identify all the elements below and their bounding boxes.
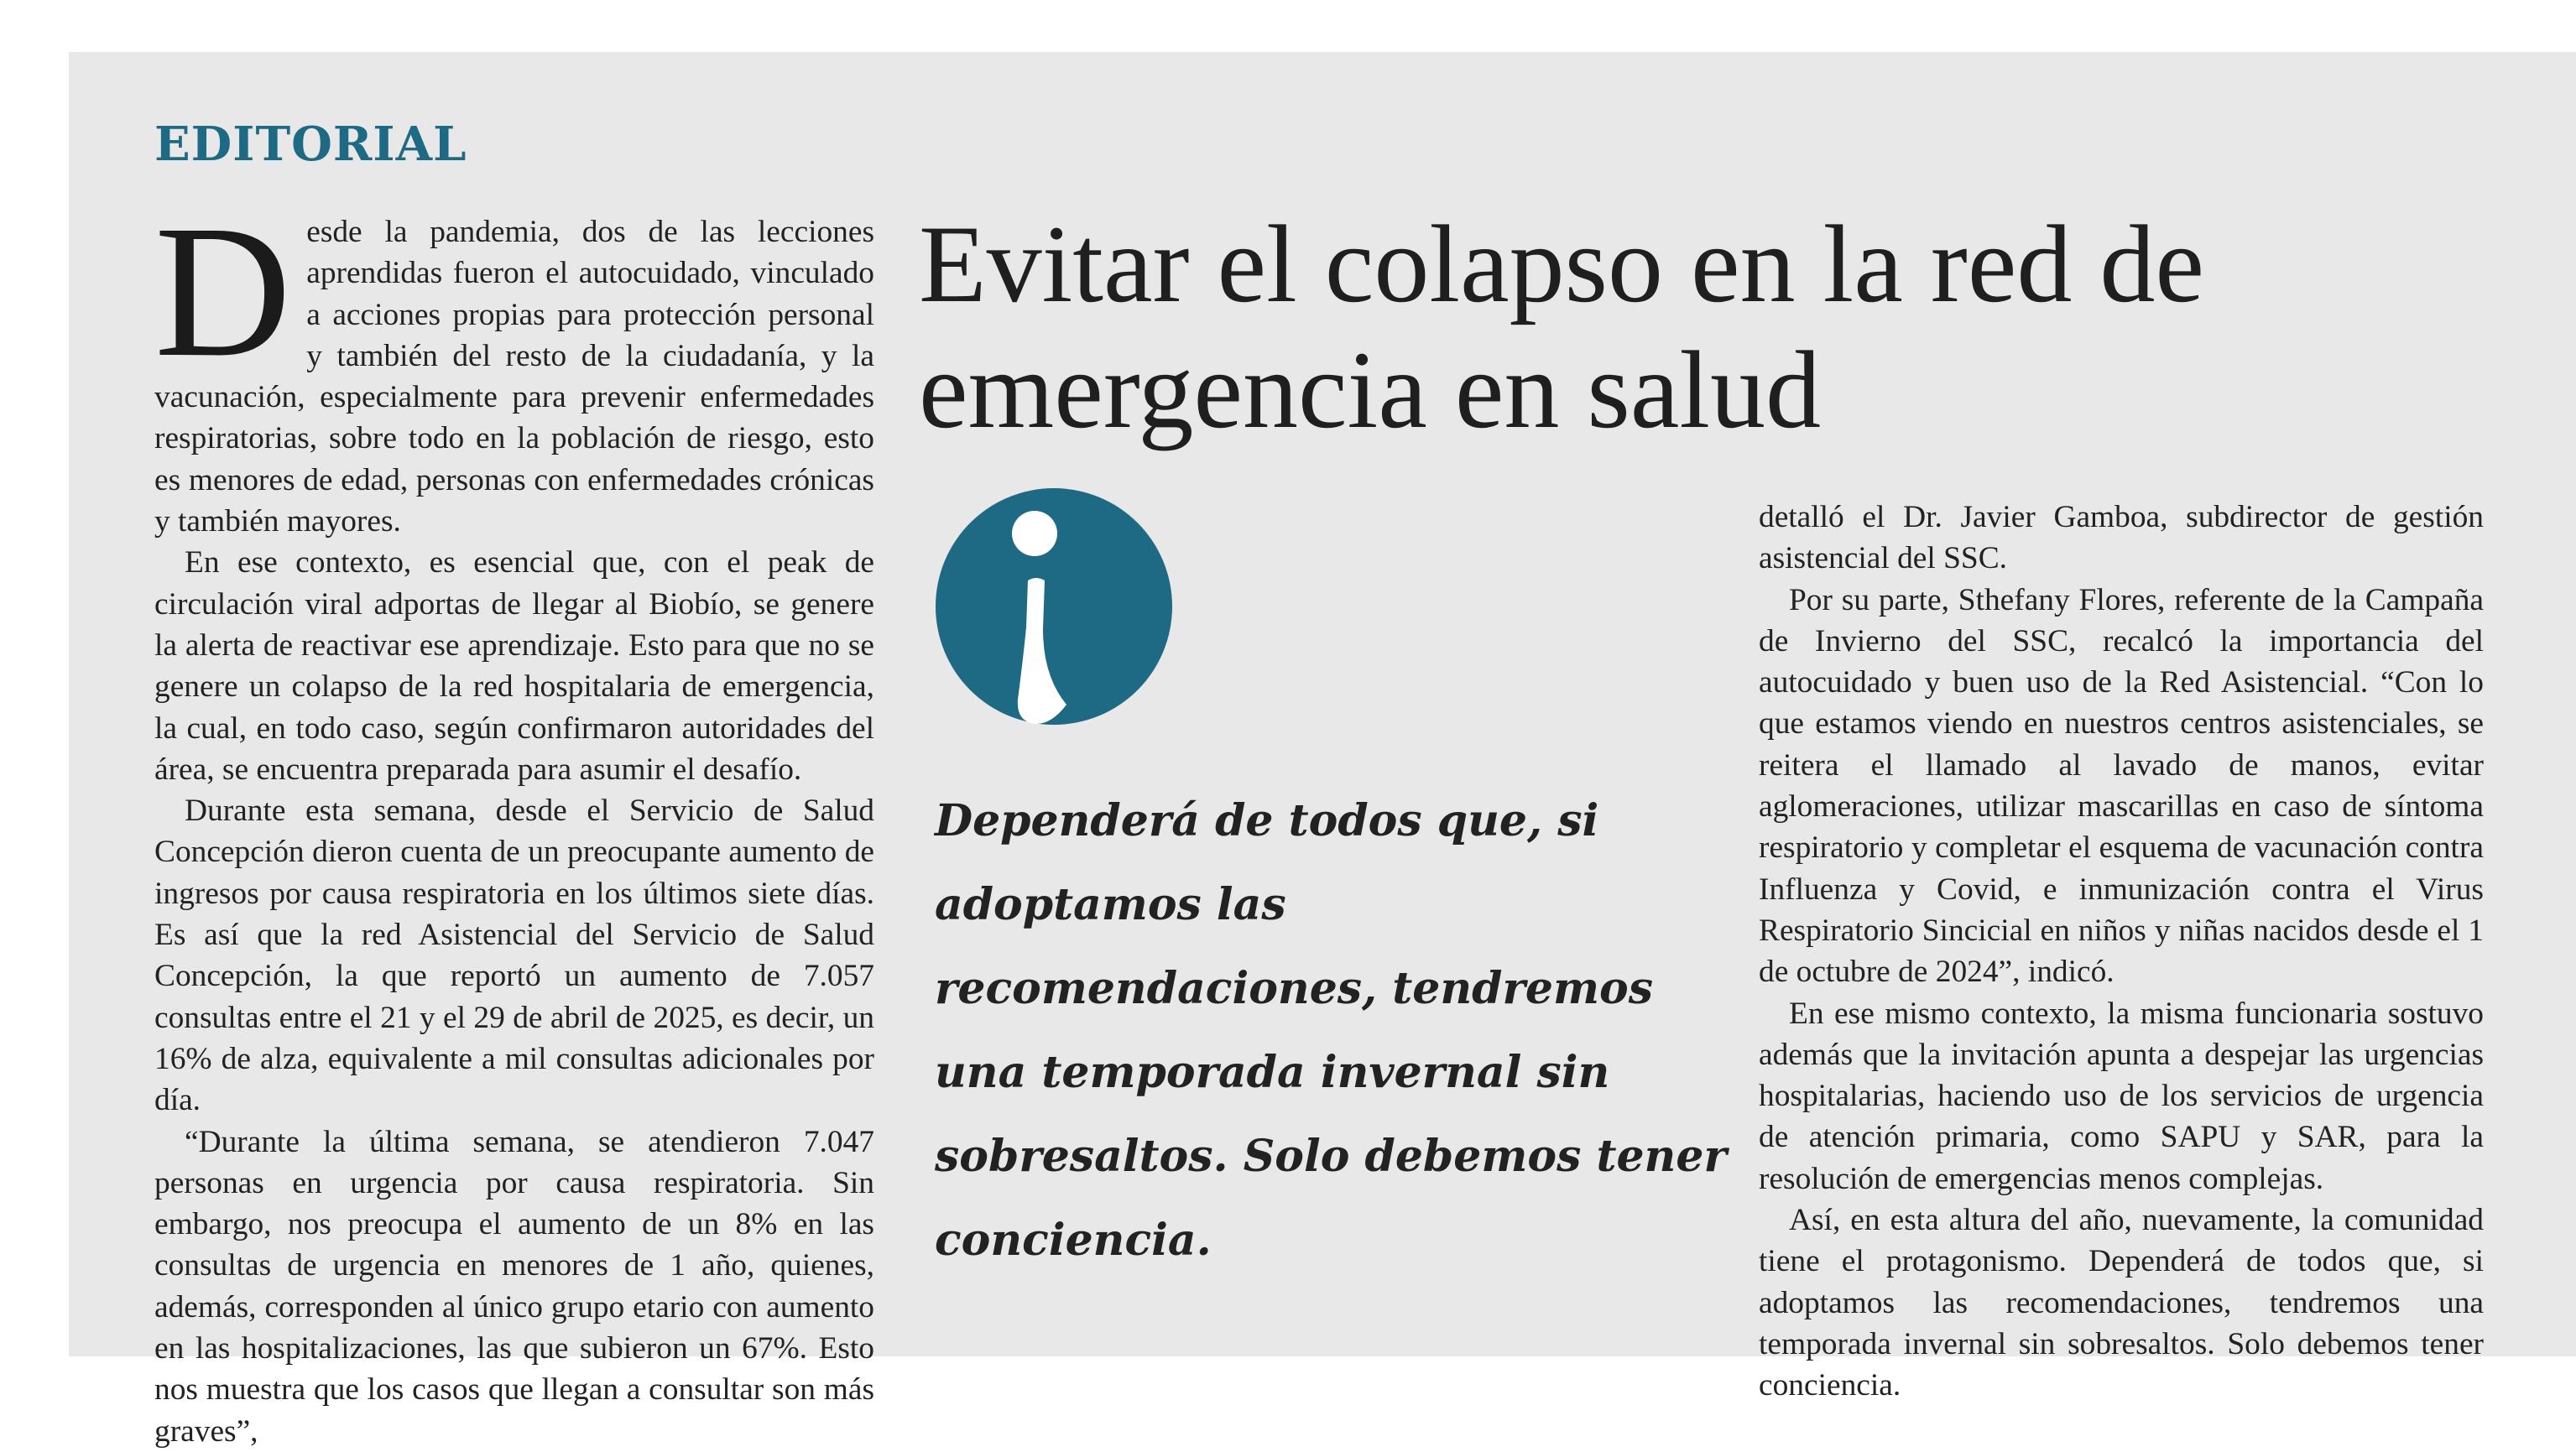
article-paragraph: Así, en esta altura del año, nuevamente, la comunidad tiene el protagonismo. Dependerá de todos que, si adoptamos las recomendaciones, tendremos una temporada invernal sin sobresaltos. Solo debemos tener conciencia. bbox=[1759, 1203, 2484, 1403]
paragraph-text: esde la pandemia, dos de las lecciones aprendidas fueron el autocuidado, vinculado a acciones propias para protección personal y también del resto de la ciudadanía, y la vacunación, especialmente para prevenir enfermedades respiratorias, sobre todo en la población de riesgo, esto es menores de edad, personas con enfermedades crónicas y también mayores. bbox=[154, 215, 874, 539]
drop-cap: D bbox=[154, 186, 292, 396]
article-paragraph: En ese mismo contexto, la misma funcionaria sostuvo además que la invitación apunta a despejar las urgencias hospitalarias, haciendo uso de los servicios de urgencia de atención primaria, como SAPU y SAR, para la resolución de emergencias menos complejas. bbox=[1759, 996, 2484, 1196]
article-paragraph: “Durante la última semana, se atendieron 7.047 personas en urgencia por causa respiratoria. Sin embargo, nos preocupa el aumento de un 8% en las consultas de urgencia en menores de 1 año, quienes, además, corresponden al único grupo etario con aumento en las hospitalizaciones, las que subieron un 67%. Esto nos muestra que los casos que llegan a consultar son más graves”, bbox=[154, 1124, 874, 1449]
article-paragraph: Por su parte, Sthefany Flores, referente de la Campaña de Invierno del SSC, recalcó la importancia del autocuidado y buen uso de la Red Asistencial. “Con lo que estamos viendo en nuestros centros asistenciales, se reitera el llamado al lavado de manos, evitar aglomeraciones, utilizar mascarillas en caso de síntoma respiratorio y completar el esquema de vacunación contra Influenza y Covid, e inmunización contra el Virus Respiratorio Sincicial en niños y niñas nacidos desde el 1 de octubre de 2024”, indicó. bbox=[1759, 582, 2484, 990]
article-paragraph: detalló el Dr. Javier Gamboa, subdirector de gestión asistencial del SSC. bbox=[1759, 500, 2484, 576]
info-icon bbox=[936, 488, 1172, 725]
article-paragraph: En ese contexto, es esencial que, con el peak de circulación viral adportas de llegar al Biobío, se genere la alerta de reactivar ese aprendizaje. Esto para que no se genere un colapso de la red hospitalaria de emergencia, la cual, en todo caso, según confirmaron autoridades del área, se encuentra preparada para asumir el desafío. bbox=[154, 545, 874, 787]
article-column-right bbox=[1759, 497, 2484, 1407]
article-column-left bbox=[154, 186, 874, 1452]
article-paragraph bbox=[154, 186, 874, 542]
section-label: EDITORIAL bbox=[154, 117, 467, 172]
article-paragraph: Durante esta semana, desde el Servicio de Salud Concepción dieron cuenta de un preocupante aumento de ingresos por causa respiratoria en los últimos siete días. Es así que la red Asistencial del Servicio de Salud Concepción, la que reportó un aumento de 7.057 consultas entre el 21 y el 29 de abril de 2025, es decir, un 16% de alza, equivalente a mil consultas adicionales por día. bbox=[154, 794, 874, 1118]
pull-quote: Dependerá de todos que, si adoptamos las recomendaciones, tendremos una temporada invernal sin sobresaltos. Solo debemos tener conciencia. bbox=[935, 795, 1727, 1266]
headline: Evitar el colapso en la red de emergencia en salud bbox=[919, 202, 2204, 451]
info-icon-dot bbox=[1012, 511, 1057, 556]
